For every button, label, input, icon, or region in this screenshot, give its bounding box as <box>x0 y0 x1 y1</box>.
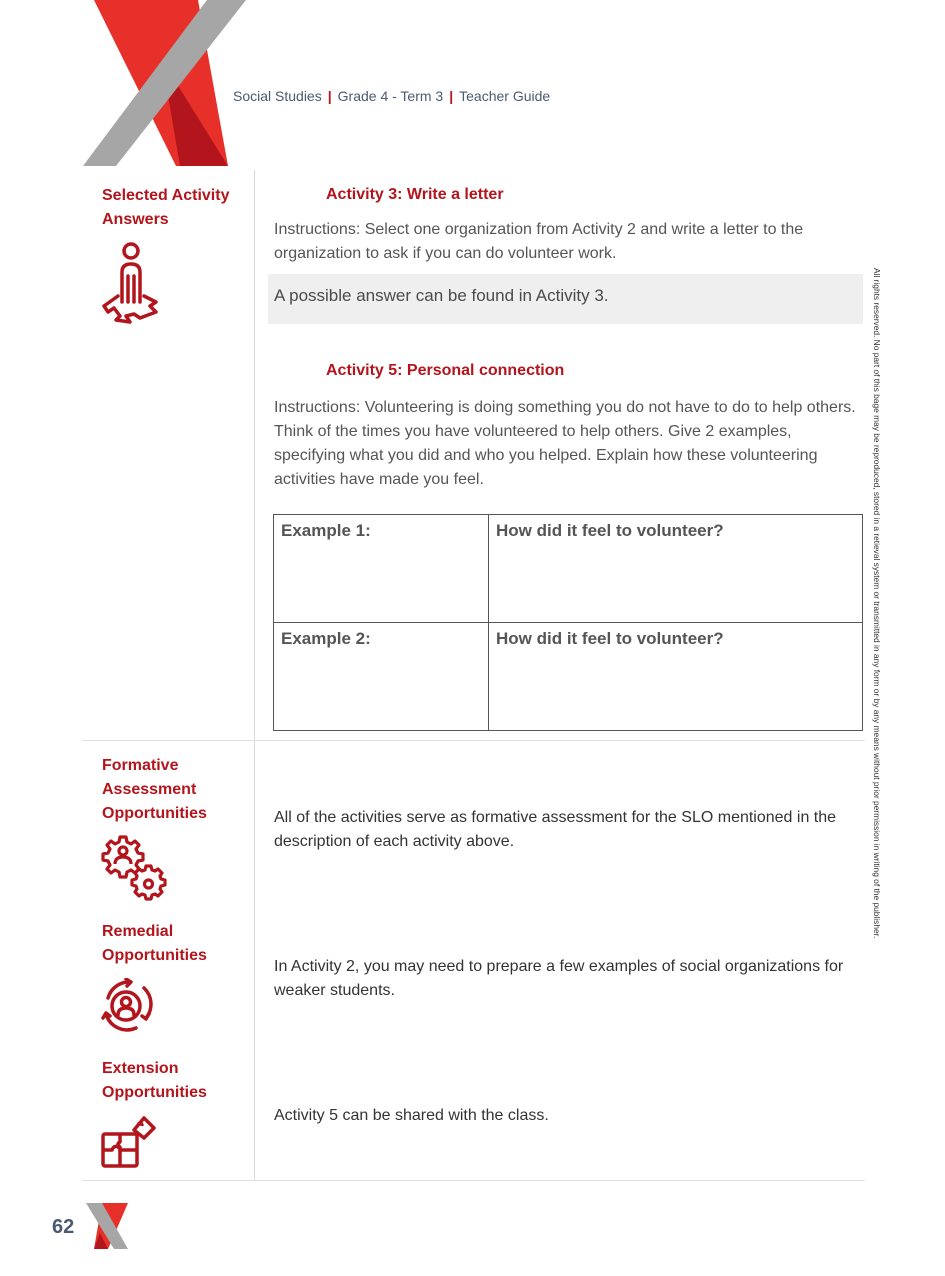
section-title-remedial: Remedial Opportunities <box>102 923 207 964</box>
breadcrumb-subject: Social Studies <box>233 88 322 104</box>
breadcrumb-grade-term: Grade 4 - Term 3 <box>337 88 444 104</box>
activity-3-answer: A possible answer can be found in Activity 3. <box>268 274 863 324</box>
section-title-extension: Extension Opportunities <box>102 1060 207 1101</box>
person-standing-on-puzzle-icon <box>100 240 166 326</box>
publisher-logo <box>80 0 250 166</box>
examples-table <box>273 514 863 731</box>
breadcrumb-separator: | <box>327 88 332 104</box>
activity-5-instructions: Instructions: Volunteering is doing something you do not have to do to help others. Think of the times you have volunteered to help others. Give 2 examples, specifying what you did and who you helped. Explain how these volunteering activities have made you feel. <box>274 399 856 488</box>
copyright-notice: All rights reserved. No part of this bage may be reproduced, stored in a retieval system or transmitted in any form or by any means without prior permission in writing of the publisher. <box>872 268 882 939</box>
gears-user-icon <box>100 834 168 902</box>
breadcrumb <box>233 88 550 104</box>
row-divider <box>82 1180 865 1181</box>
table-cell-feeling-1: How did it feel to volunteer? <box>489 515 863 623</box>
table-row <box>274 515 863 623</box>
table-cell-feeling-2: How did it feel to volunteer? <box>489 623 863 731</box>
puzzle-pieces-icon <box>100 1114 156 1170</box>
section-title-selected-answers: Selected Activity Answers <box>102 187 230 228</box>
column-divider <box>254 170 255 1180</box>
row-divider <box>82 740 865 741</box>
extension-text: Activity 5 can be shared with the class. <box>274 1107 549 1124</box>
breadcrumb-separator: | <box>449 88 454 104</box>
formative-text: All of the activities serve as formative assessment for the SLO mentioned in the description of each activity above. <box>274 809 837 850</box>
section-title-formative: Formative Assessment Opportunities <box>102 757 207 822</box>
breadcrumb-guide: Teacher Guide <box>459 88 551 104</box>
activity-5-title: Activity 5: Personal connection <box>326 362 565 379</box>
activity-3-title: Activity 3: Write a letter <box>326 186 504 203</box>
activity-3-instructions: Instructions: Select one organization from Activity 2 and write a letter to the organization to ask if you can do volunteer work. <box>274 221 804 262</box>
table-cell-example-2: Example 2: <box>274 623 489 731</box>
table-row <box>274 623 863 731</box>
user-cycle-icon <box>100 978 156 1034</box>
publisher-logo-small <box>86 1203 130 1249</box>
remedial-text: In Activity 2, you may need to prepare a few examples of social organizations for weaker students. <box>274 958 844 999</box>
page-number: 62 <box>52 1216 75 1238</box>
table-cell-example-1: Example 1: <box>274 515 489 623</box>
